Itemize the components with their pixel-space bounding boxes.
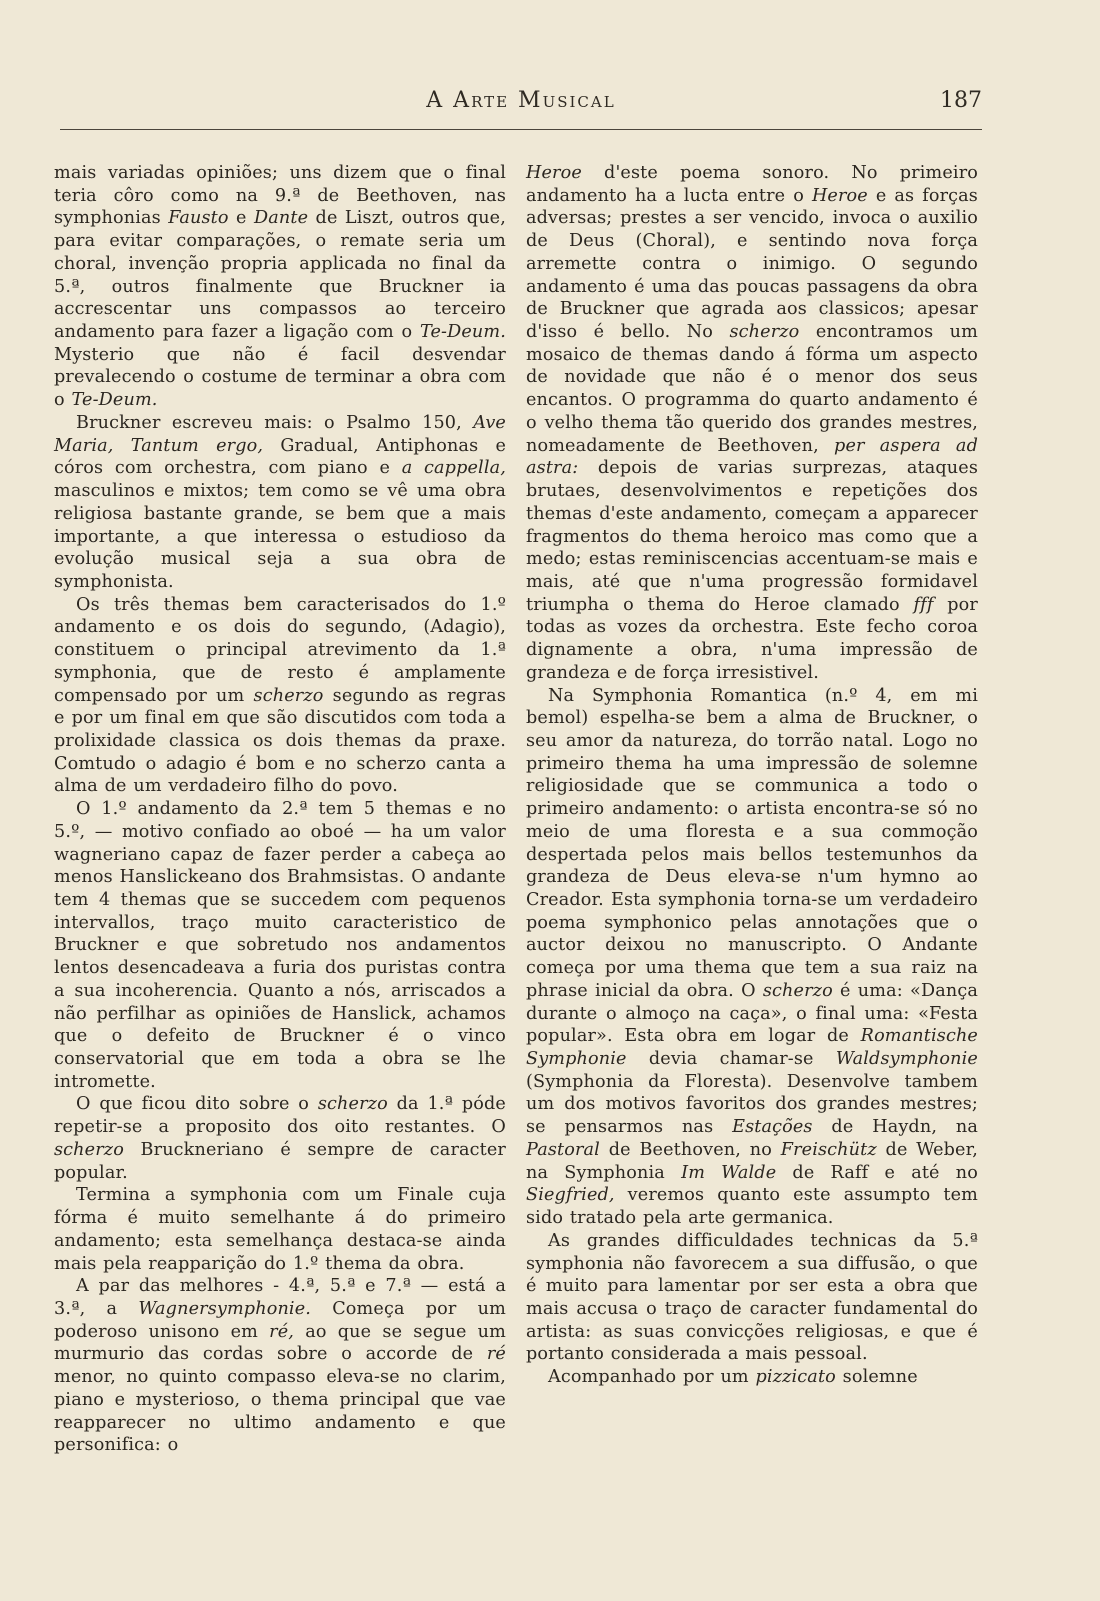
text-run: Mysterio que não é facil desvendar prevalecendo o costume de terminar a obra com o (54, 344, 506, 411)
italic-text-run: Heroe (526, 163, 582, 183)
paragraph (54, 1184, 506, 1275)
italic-text-run: fff (913, 594, 934, 615)
text-run: e (228, 208, 254, 229)
italic-text-run: Waldsymphonie (835, 1049, 978, 1070)
header-rule (60, 129, 982, 130)
text-run: O 1.º andamento da 2.ª tem 5 themas e no 5.º, — motivo confiado ao oboé — ha um valor wagneriano capaz de fazer perder a cabeça ao menos Hanslickeano dos Brahmsistas. O andante tem 4 themas que se succedem com pequenos intervallos, traço muito caracteristico de Bruckner e que sobretudo nos andamentos lentos desencadeava a furia dos puristas contra a sua incoherencia. Quanto a nós, arriscados a não perfilhar as opiniões de Hanslick, achamos que o defeito de Bruckner é o vinco conservatorial que em toda a obra se lhe intromette. (54, 799, 506, 1092)
text-run: Gradual, Antiphonas e córos com orchestra, com piano e (54, 435, 507, 479)
italic-text-run: Fausto (168, 208, 229, 229)
text-run: devia chamar-se (626, 1049, 836, 1070)
text-column-left (54, 162, 506, 1457)
text-run: por todas as vozes da orchestra. Este fecho coroa dignamente a obra, n'uma impressão de grandeza e de força irresistivel. (526, 594, 978, 683)
text-run: A par das melhores - 4.ª, 5.ª e 7.ª — está a 3.ª, a (54, 1276, 506, 1319)
italic-text-run: Siegfried, (526, 1185, 615, 1206)
italic-text-run: scherzo (54, 1139, 124, 1160)
italic-text-run: Estações (732, 1117, 813, 1138)
italic-text-run: Heroe (811, 185, 868, 206)
text-run: de Raff e até no (776, 1162, 978, 1183)
page-header (60, 88, 982, 122)
italic-text-run: scherzo (317, 1094, 388, 1115)
text-run: de Weber, na Symphonia (526, 1139, 978, 1183)
text-run: Os três themas bem caracterisados do 1.º andamento e os dois do segundo, (Adagio), constituem o principal atrevimento da 1.ª symphonia, que de resto é amplamente compensado por um (54, 594, 506, 706)
italic-text-run: Dante (253, 208, 309, 229)
page-number: 187 (940, 88, 982, 113)
italic-text-run: Wagnersymphonie. (138, 1298, 312, 1319)
text-run: mais variadas opiniões; uns dizem que o final teria côro como na 9.ª de Beethoven, nas symphonias (54, 163, 506, 229)
italic-text-run: Freischütz (780, 1139, 877, 1160)
text-run: d'este poema sonoro. No primeiro andamento ha a lucta entre o (526, 163, 978, 206)
text-run: masculinos e mixtos; tem como se vê uma obra religiosa bastante grande, se bem que a mais importante, a que interessa o estudioso da evolução musical seja a sua obra de symphonista. (54, 481, 506, 592)
text-run: Termina a symphonia com um Finale cuja fórma é muito semelhante á do primeiro andamento; esta semelhança destaca-se ainda mais pela reapparição do 1.º thema da obra. (54, 1185, 506, 1274)
text-run: O que ficou dito sobre o (76, 1094, 318, 1115)
text-run: solemne (835, 1367, 918, 1388)
paragraph (54, 1093, 506, 1184)
italic-text-run: Te-Deum. (71, 390, 158, 411)
text-run: e as forças adversas; prestes a ser vencido, invoca o auxilio de Deus (Choral), e sentindo nova força arremette contra o inimigo. O segundo andamento é uma das poucas passagens da obra de Bruckner que agrada aos classicos; apesar d'isso é bello. No (526, 185, 978, 343)
italic-text-run: Te-Deum. (419, 322, 506, 343)
text-run: menor, no quinto compasso eleva-se no clarim, piano e mysterioso, o thema principal que vae reapparecer no ultimo andamento e que personifica: o (54, 1367, 506, 1456)
text-run: encontramos um mosaico de themas dando á fórma um aspecto de novidade que não é o menor dos seus encantos. O programma do quarto andamento é o velho thema tão querido dos grandes mestres, nomeadamente de Beethoven, (526, 322, 978, 456)
text-run: segundo as regras e por um final em que são discutidos com toda a prolixidade classica os dois themas da praxe. Comtudo o adagio é bom e no scherzo canta a alma de um verdadeiro filho do povo. (54, 685, 507, 797)
paragraph (526, 162, 978, 685)
paragraph (54, 412, 506, 594)
italic-text-run: scherzo (253, 685, 324, 706)
italic-text-run: scherzo (729, 322, 800, 343)
paragraph (54, 798, 506, 1093)
italic-text-run: Romantische Symphonie (526, 1026, 978, 1070)
text-run: da 1.ª póde repetir-se a proposito dos oito restantes. O (54, 1094, 506, 1138)
text-run: Bruckner escreveu mais: o Psalmo 150, (76, 412, 474, 433)
paragraph (526, 1366, 978, 1389)
text-run: Bruckneriano é sempre de caracter popular. (54, 1139, 506, 1183)
italic-text-run: Im Walde (681, 1162, 777, 1183)
text-run: Acompanhado por um (548, 1367, 756, 1388)
text-run: de Haydn, na (812, 1117, 979, 1138)
paragraph (54, 1275, 506, 1457)
italic-text-run: Pastoral (526, 1139, 600, 1160)
italic-text-run: pizzicato (755, 1367, 836, 1388)
text-run: Começa por um poderoso unisono em (54, 1298, 506, 1342)
text-run: veremos quanto este assumpto tem sido tratado pela arte germanica. (526, 1185, 978, 1229)
italic-text-run: scherzo (762, 980, 833, 1001)
italic-text-run: per aspera ad astra: (526, 435, 978, 479)
paragraph (54, 162, 506, 412)
text-column-right (526, 162, 978, 1389)
italic-text-run: Ave Maria, Tantum ergo, (54, 412, 506, 456)
paragraph (54, 594, 506, 798)
italic-text-run: ré (486, 1344, 506, 1365)
italic-text-run: ré, (269, 1321, 295, 1342)
running-title: A Arte Musical (426, 88, 616, 113)
text-run: de Liszt, outros que, para evitar comparações, o remate seria um choral, invenção propria applicada no final da 5.ª, outros finalmente que Bruckner ia accrescentar uns compassos ao terceiro andamento para fazer a ligação com o (54, 208, 506, 343)
text-run: ao que se segue um murmurio das cordas sobre o accorde de (54, 1321, 506, 1365)
italic-text-run: a cappella, (401, 458, 506, 479)
paragraph (526, 1230, 978, 1366)
text-run: Na Symphonia Romantica (n.º 4, em mi bemol) espelha-se bem a alma de Bruckner, o seu amor da natureza, do torrão natal. Logo no primeiro thema ha uma impressão de solemne religiosidade que se communica a todo o primeiro andamento: o artista encontra-se só no meio de uma floresta e a sua commoção despertada pelos mais bellos testemunhos da grandeza de Deus eleva-se n'um hymno ao Creador. Esta symphonia torna-se um verdadeiro poema symphonico pelas annotações que o auctor deixou no manuscripto. O Andante começa por uma thema que tem a sua raiz na phrase inicial da obra. O (526, 685, 978, 1001)
paragraph (526, 685, 978, 1230)
text-run: é uma: «Dança durante o almoço na caça», o final uma: «Festa popular». Esta obra em logar de (526, 980, 978, 1047)
text-run: (Symphonia da Floresta). Desenvolve tambem um dos motivos favoritos dos grandes mestres; se pensarmos nas (526, 1071, 978, 1138)
text-run: depois de varias surprezas, ataques brutaes, desenvolvimentos e repetições dos themas d'este andamento, começam a apparecer fragmentos do thema heroico mas como que a medo; estas reminiscencias accentuam-se mais e mais, até que n'uma progressão formidavel triumpha o thema do Heroe clamado (526, 458, 978, 615)
text-run: As grandes difficuldades technicas da 5.ª symphonia não favorecem a sua diffusão, o que é muito para lamentar por ser esta a obra que mais accusa o traço de caracter fundamental do artista: as suas convicções religiosas, e que é portanto considerada a mais pessoal. (526, 1230, 978, 1365)
text-run: de Beethoven, no (599, 1139, 781, 1160)
